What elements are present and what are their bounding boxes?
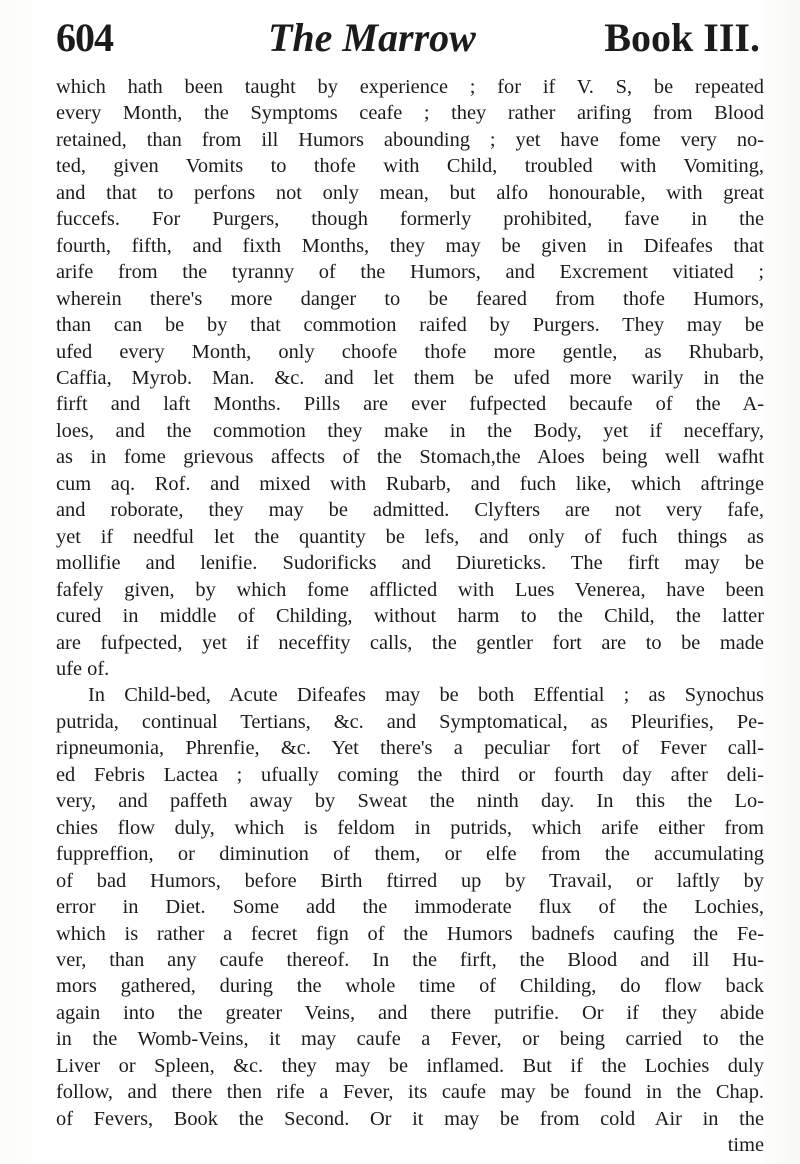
- text-line: every Month, the Symptoms ceafe ; they rather arifing from Blood: [56, 102, 764, 125]
- body-text: [56, 74, 764, 1159]
- text-line: ver, than any caufe thereof. In the firft, the Blood and ill Hu-: [56, 948, 764, 971]
- text-line: very, and paffeth away by Sweat the ninth day. In this the Lo-: [56, 790, 764, 813]
- text-line: fuccefs. For Purgers, though formerly prohibited, fave in the: [56, 208, 764, 231]
- text-line: fourth, fifth, and fixth Months, they may be given in Difeafes that: [56, 234, 764, 257]
- text-line: which hath been taught by experience ; for if V. S, be repeated: [56, 76, 764, 98]
- text-line: fafely given, by which fome afflicted with Lues Venerea, have been: [56, 578, 764, 601]
- page-header: [56, 14, 760, 66]
- text-line: of Fevers, Book the Second. Or it may be from cold Air in the: [56, 1107, 764, 1130]
- text-line: fuppreffion, or diminution of them, or elfe from the accumulating: [56, 843, 764, 866]
- text-line: retained, than from ill Humors abounding ; yet have fome very no-: [56, 128, 764, 151]
- book-label: Book III.: [604, 15, 760, 60]
- text-line: mollifie and lenifie. Sudorificks and Diureticks. The firft may be: [56, 552, 764, 575]
- page-number: 604: [56, 15, 113, 60]
- text-line: and roborate, they may be admitted. Clyfters are not very fafe,: [56, 499, 764, 522]
- text-line: mors gathered, during the whole time of Childing, do flow back: [56, 975, 764, 998]
- text-line: chies flow duly, which is feldom in putrids, which arife either from: [56, 816, 764, 839]
- text-line: and that to perfons not only mean, but alfo honourable, with great: [56, 181, 764, 204]
- text-line: wherein there's more danger to be feared from thofe Humors,: [56, 287, 764, 310]
- text-line: arife from the tyranny of the Humors, and Excrement vitiated ;: [56, 261, 764, 284]
- text-line: follow, and there then rife a Fever, its caufe may be found in the Chap.: [56, 1081, 764, 1104]
- text-line: ted, given Vomits to thofe with Child, troubled with Vomiting,: [56, 155, 764, 178]
- text-line: of bad Humors, before Birth ftirred up by Travail, or laftly by: [56, 869, 764, 892]
- text-line: which is rather a fecret fign of the Humors badnefs caufing the Fe-: [56, 922, 764, 945]
- text-line: firft and laft Months. Pills are ever fufpected becaufe of the A-: [56, 393, 764, 416]
- text-line: putrida, continual Tertians, &c. and Symptomatical, as Pleurifies, Pe-: [56, 710, 764, 733]
- text-line: Caffia, Myrob. Man. &c. and let them be ufed more warily in the: [56, 366, 764, 389]
- text-line: in the Womb-Veins, it may caufe a Fever, or being carried to the: [56, 1028, 764, 1051]
- text-line: Liver or Spleen, &c. they may be inflamed. But if the Lochies duly: [56, 1054, 764, 1077]
- text-line: error in Diet. Some add the immoderate flux of the Lochies,: [56, 896, 764, 919]
- text-line: time: [727, 1134, 764, 1157]
- text-line: than can be by that commotion raifed by Purgers. They may be: [56, 314, 764, 337]
- text-line: are fufpected, yet if neceffity calls, the gentler fort are to be made: [56, 631, 764, 654]
- text-line: ripneumonia, Phrenfie, &c. Yet there's a peculiar fort of Fever call-: [56, 737, 764, 760]
- text-line: ufe of.: [56, 657, 110, 680]
- text-line: cured in middle of Childing, without harm to the Child, the latter: [56, 605, 764, 628]
- text-line: ufed every Month, only choofe thofe more gentle, as Rhubarb,: [56, 340, 764, 363]
- text-line: In Child-bed, Acute Difeafes may be both Effential ; as Synochus: [88, 684, 764, 707]
- text-line: cum aq. Rof. and mixed with Rubarb, and fuch like, which aftringe: [56, 472, 764, 495]
- text-line: as in fome grievous affects of the Stomach,the Aloes being well wafht: [56, 446, 764, 469]
- text-line: ed Febris Lactea ; ufually coming the third or fourth day after deli-: [56, 763, 764, 786]
- text-line: yet if needful let the quantity be lefs, and only of fuch things as: [56, 525, 764, 548]
- running-title: The Marrow: [268, 15, 476, 60]
- text-line: again into the greater Veins, and there putrifie. Or if they abide: [56, 1001, 764, 1024]
- text-line: loes, and the commotion they make in the Body, yet if neceffary,: [56, 419, 764, 442]
